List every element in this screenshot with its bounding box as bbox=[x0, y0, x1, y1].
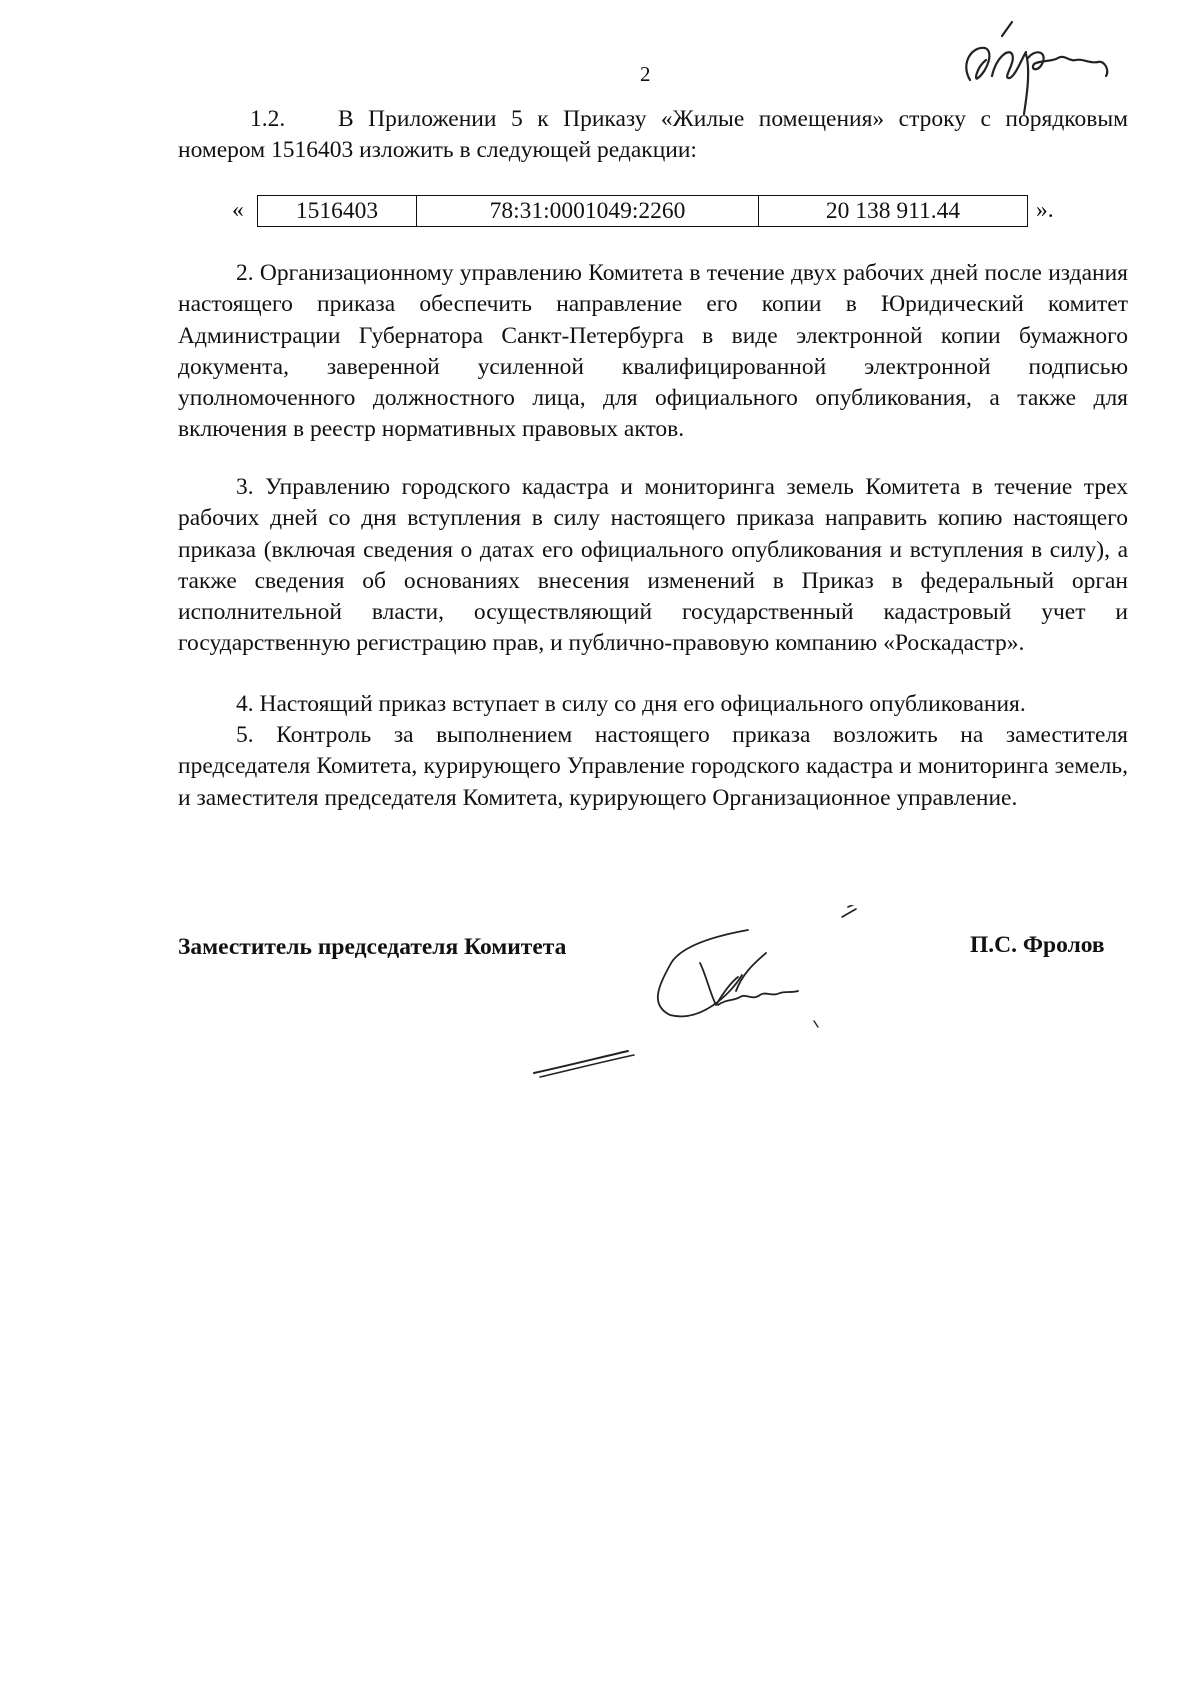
replacement-row bbox=[0, 195, 1200, 229]
clause-1-2 bbox=[178, 104, 1128, 167]
signer-name: П.С. Фролов bbox=[970, 932, 1105, 958]
signer-title: Заместитель председателя Комитета bbox=[178, 934, 567, 960]
clause-2: 2. Организационному управлению Комитета в течение двух рабочих дней после издания настоящего приказа обеспечить направление его копии в Юридический комитет Администрации Губернатора Санкт-Петербурга в виде электронной копии бумажного документа, заверенной усиленной квалифицированной электронной подписью уполномоченного должностного лица, для официального опубликования, а также для включения в реестр нормативных правовых актов. bbox=[178, 260, 1128, 443]
clause-number: 1.2. bbox=[250, 106, 286, 132]
page-number: 2 bbox=[640, 62, 651, 86]
replacement-row-table bbox=[257, 195, 1028, 227]
table-row bbox=[258, 196, 1028, 227]
cadastral-value-cell: 20 138 911.44 bbox=[759, 196, 1028, 227]
open-quote: « bbox=[232, 197, 244, 223]
clause-4: 4. Настоящий приказ вступает в силу со дня его официального опубликования. bbox=[236, 691, 1026, 717]
clause-3: 3. Управлению городского кадастра и мониторинга земель Комитета в течение трех рабочих дней со дня вступления в силу настоящего приказа направить копию настоящего приказа (включая сведения о датах его официального опубликования и вступления в силу), а также сведения об основаниях внесения изменений в Приказ в федеральный орган исполнительной власти, осуществляющий государственный кадастровый учет и государственную регистрацию прав, и публично-правовую компанию «Роскадастр». bbox=[178, 474, 1128, 657]
clause-text: В Приложении 5 к Приказу «Жилые помещения» строку с порядковым номером 1516403 изложить в следующей редакции: bbox=[178, 106, 1128, 164]
handwritten-signature bbox=[530, 905, 950, 1085]
clause-5: 5. Контроль за выполнением настоящего приказа возложить на заместителя председателя Комитета, курирующего Управление городского кадастра и мониторинга земель, и заместителя председателя Комитета, курирующего Организационное управление. bbox=[178, 722, 1128, 811]
row-number-cell: 1516403 bbox=[258, 196, 417, 227]
close-quote: ». bbox=[1036, 197, 1054, 223]
cadastral-number-cell: 78:31:0001049:2260 bbox=[417, 196, 759, 227]
